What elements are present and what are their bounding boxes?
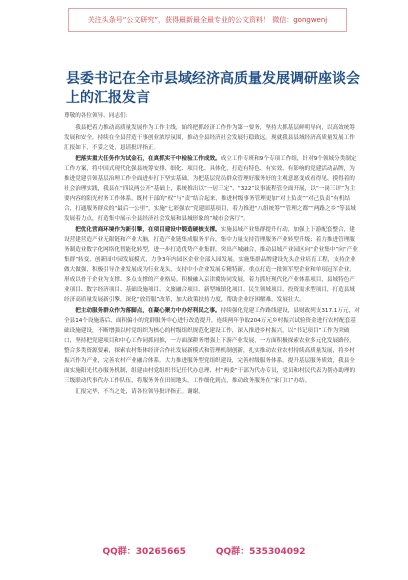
paragraph-text: 实施县域产业集群提升行动，加强上下游配套整合，建设营建营造产业无限链和产业大脑，打造产业链集成服务平台，集中力量支持管理服务产业转型升级；着力推进管理服务制造业数字化网络化智能化转型，进一步打造优势产业集群，突出产城融合，推动县域产业园区向“企业集中”向“产业集群”转变，创新园中园发展模式，力争3年内园区企业全部入园发展。实施集群品牌建设先头企业培育工程，支持企业做大做强，积极引导企业发展成为行业龙头，支持中小企业发展专精特新，重点打造一批领军型企业和单项冠军企业，形成以骨干企业为支撑、多点支撑的产业格局。积极融入京津冀协同发展，着力抓好现代化产业体系项目，县域特色产业项目、数字经济项目、基础设施项目、文旅融合项目、新型城镇化项目、民生领域项目、投资需求型项目，打造县域经济高质量发展新引擎，深化“放管服”改革，加大政策扶持力度，帮助企业纾困解难，发展壮大。 xyxy=(64,227,358,303)
promo-banner-text: 关注头条号“公文研究”，获得最新最全最专业的公文资料！ 微信：gongwenj xyxy=(87,16,328,24)
paragraph-closing xyxy=(64,387,360,397)
document-body xyxy=(64,111,360,398)
paragraph-lead: 把优化营商环境作为新引擎，在项目建设中锻造硬核支撑。 xyxy=(75,227,221,233)
document-title: 县委书记在全市县域经济高质量发展调研座谈会上的汇报发言 xyxy=(66,71,360,106)
paragraph-lead: 把落实重大任务作为试金石，在真抓实干中检验工作成效。 xyxy=(75,156,221,162)
paragraph-text: 成立工作专班和9个专项工作组，针对9个领域分类制定工作方案，将中国式现代化强县统筹安排、细化、项目化、具体化，打造有特色、有实效、有影响的党建活动品牌，为推进党建引领基层治理工作全面进步打下坚实基础。为把基层党员群众管理好服务好的主观意愿变成看得见、摸得着的社会治理实践，我县在“四议两公开”基础上，系统推出以“一居三定”、“322”议事流程管全面开展，以“一岗三评”为主要内容的阳光村务工作体系，既村干部的“权”与“责”结合起来，推进村级事务管理更加“对上负责”“对己负责”有机结合，打通服务群众的“最后一公里”，实施“七彩强农”党建固基项目，着力推进“八组统筹”“管理之都”“两路之乡”等县域发展着力点，打造集中展示全县经济社会发展和县城形象的“城市会客厅”。 xyxy=(64,156,357,222)
paragraph-section-2 xyxy=(64,225,360,305)
paragraph-lead: 把主动服务群众作为落脚点，在凝心聚力中办好利民之事。 xyxy=(75,308,221,314)
footer-contacts xyxy=(0,544,408,557)
paragraph-text: 我县把着力推动高质量发展作为工作主线，始终把抓经济工作作为第一要务，坚持大抓基层鲜明导向，以高效统筹发展和安全，持续在全县营造干事创业浓厚氛围，推动全县经济社会发展行稳致远。现就我县县域经济高质量发展工作汇报如下，不妥之处，恳请批评指正。 xyxy=(64,125,355,151)
footer-qq-group-1: QQ群：30265665 xyxy=(102,547,186,557)
paragraph-section-1 xyxy=(64,154,360,224)
footer-qq-group-2: QQ群：535304092 xyxy=(215,547,306,557)
paragraph-section-3 xyxy=(64,306,360,386)
paragraph-text: 汇报完毕，不当之处，请各位领导批评指正。谢谢。 xyxy=(75,389,204,395)
greeting: 尊敬的各位领导、同志们： xyxy=(64,113,132,119)
paragraph-text: 持续强化党建工作路线建设，县财政列支317.1万元，对全县14个设施落后、面积偏小的党群服务中心进行改造提升，连续两年争取204万元乡村振兴试验资金进行农村配套基础设施建设，不断增强以村党组织为核心的村级组织规范化建设工作，深入推进乡村振兴，以“书记项目”工作为突破口，坚持把党建项目和中心工作同抓同推，一方面深耕务增强上下游产业发展，一方面积极探索农业多元化发展路径，整合多类资源要素，探索农村集体经济合作社发展新模式和管理机制创新，扎实推动农业农村持续高质量发展，将乡村振兴作为产业，完善农村产业融合体系。大力推进服务型党组织建设，完善村级服务体系，提升基层服务质效，我县全面实施阳光代办服务机制，组建由村党组织书记任代办总理、村“两委”干部为代办专员，党员和村民代表为帮办助理的三级联动代事代办工作队伍，将服务务在田间地头，工作细化到点，推动政务服务在“家门口”办结。 xyxy=(64,308,360,384)
paragraph-intro xyxy=(64,123,360,153)
promo-banner xyxy=(68,8,347,32)
